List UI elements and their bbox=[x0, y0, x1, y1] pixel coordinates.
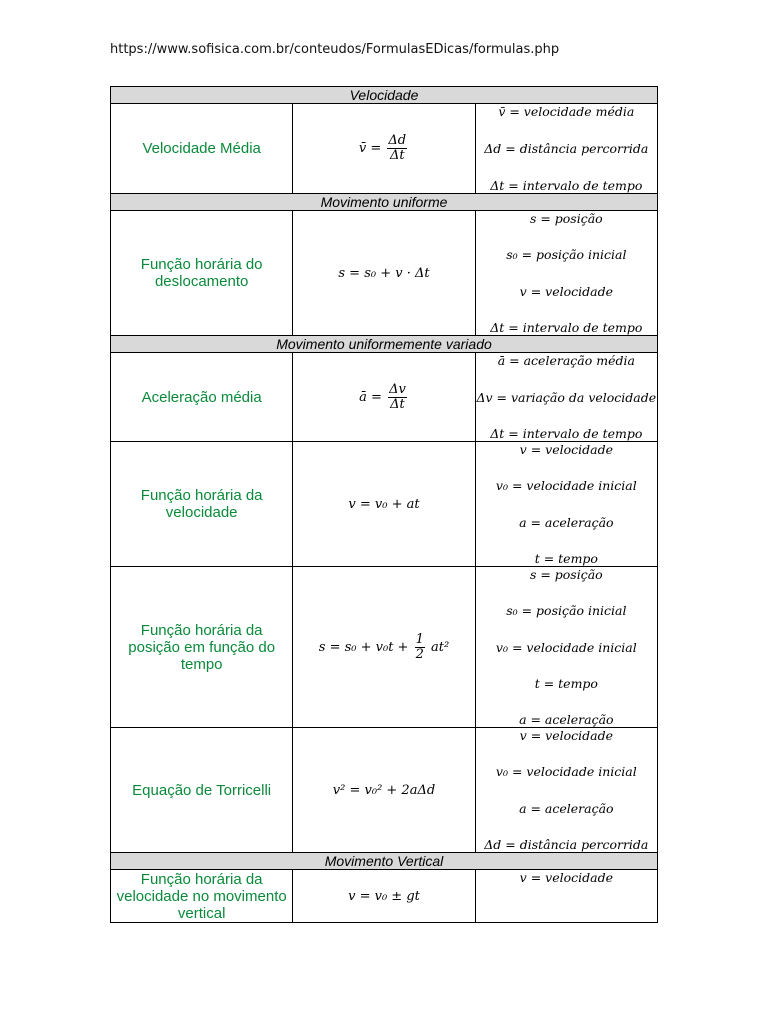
formula-name: Velocidade Média bbox=[111, 104, 293, 194]
fraction-numerator: Δv bbox=[389, 381, 406, 397]
formula-lhs: v̄ = bbox=[358, 141, 382, 156]
formula-name: Função horária do deslocamento bbox=[111, 211, 293, 336]
formula-name: Equação de Torricelli bbox=[111, 728, 293, 853]
variable-definition: Δt = intervalo de tempo bbox=[490, 178, 643, 193]
variable-list bbox=[475, 104, 657, 194]
variable-definition: Δt = intervalo de tempo bbox=[490, 319, 643, 335]
variable-list bbox=[475, 728, 657, 853]
variable-definition: v₀ = velocidade inicial bbox=[495, 639, 637, 655]
variable-definition: v̄ = velocidade média bbox=[498, 104, 635, 119]
variable-definition: v₀ = velocidade inicial bbox=[495, 764, 637, 780]
variable-definition: v = velocidade bbox=[519, 870, 613, 885]
variable-list bbox=[475, 211, 657, 336]
formula-name: Função horária da velocidade no movimento vertical bbox=[111, 870, 293, 923]
formula: v² = v₀² + 2aΔd bbox=[293, 728, 475, 853]
variable-list bbox=[475, 442, 657, 567]
variable-list bbox=[475, 353, 657, 442]
variable-definition: Δt = intervalo de tempo bbox=[490, 426, 643, 441]
fraction-denominator: Δt bbox=[389, 148, 405, 163]
variable-definition: ā = aceleração média bbox=[497, 353, 635, 368]
variable-definition: t = tempo bbox=[534, 550, 598, 566]
variable-list bbox=[475, 567, 657, 728]
variable-definition: t = tempo bbox=[534, 675, 598, 691]
variable-definition: v = velocidade bbox=[519, 283, 613, 299]
formula-name: Função horária da posição em função do tempo bbox=[111, 567, 293, 728]
variable-definition: v₀ = velocidade inicial bbox=[495, 478, 637, 494]
formula bbox=[293, 567, 475, 728]
variable-definition: a = aceleração bbox=[519, 514, 614, 530]
formula bbox=[293, 104, 475, 194]
formula: s = s₀ + v · Δt bbox=[293, 211, 475, 336]
variable-definition: v = velocidade bbox=[519, 442, 613, 457]
variable-definition: Δv = variação da velocidade bbox=[476, 389, 657, 405]
formula-lhs: ā = bbox=[359, 389, 382, 405]
variable-list bbox=[475, 870, 657, 923]
variable-definition: s₀ = posição inicial bbox=[506, 247, 627, 263]
source-url: https://www.sofisica.com.br/conteudos/FormulasEDicas/formulas.php bbox=[110, 42, 560, 57]
formula-rhs: at² bbox=[431, 639, 450, 655]
variable-definition: s = posição bbox=[529, 211, 603, 226]
section-header: Movimento Vertical bbox=[111, 853, 658, 870]
section-header: Velocidade bbox=[111, 87, 658, 104]
formula bbox=[293, 353, 475, 442]
variable-definition: Δd = distância percorrida bbox=[484, 141, 649, 156]
variable-definition: s₀ = posição inicial bbox=[506, 603, 627, 619]
fraction-numerator: Δd bbox=[388, 133, 407, 148]
section-header: Movimento uniformemente variado bbox=[111, 336, 658, 353]
fraction-denominator: 2 bbox=[415, 646, 424, 662]
formula: v = v₀ + at bbox=[293, 442, 475, 567]
formula-name: Aceleração média bbox=[111, 353, 293, 442]
variable-definition: a = aceleração bbox=[519, 800, 614, 816]
formula-table bbox=[110, 86, 658, 923]
fraction bbox=[388, 383, 407, 412]
variable-definition: Δd = distância percorrida bbox=[484, 836, 649, 852]
formula-lhs: s = s₀ + v₀t + bbox=[318, 639, 409, 655]
fraction bbox=[387, 134, 407, 163]
formula-name: Função horária da velocidade bbox=[111, 442, 293, 567]
variable-definition: s = posição bbox=[529, 567, 603, 582]
fraction-denominator: Δt bbox=[390, 396, 405, 412]
section-header: Movimento uniforme bbox=[111, 194, 658, 211]
fraction-numerator: 1 bbox=[415, 631, 424, 647]
fraction bbox=[415, 633, 425, 662]
variable-definition: v = velocidade bbox=[519, 728, 613, 743]
variable-definition: a = aceleração bbox=[519, 712, 614, 727]
formula: v = v₀ ± gt bbox=[293, 870, 475, 923]
